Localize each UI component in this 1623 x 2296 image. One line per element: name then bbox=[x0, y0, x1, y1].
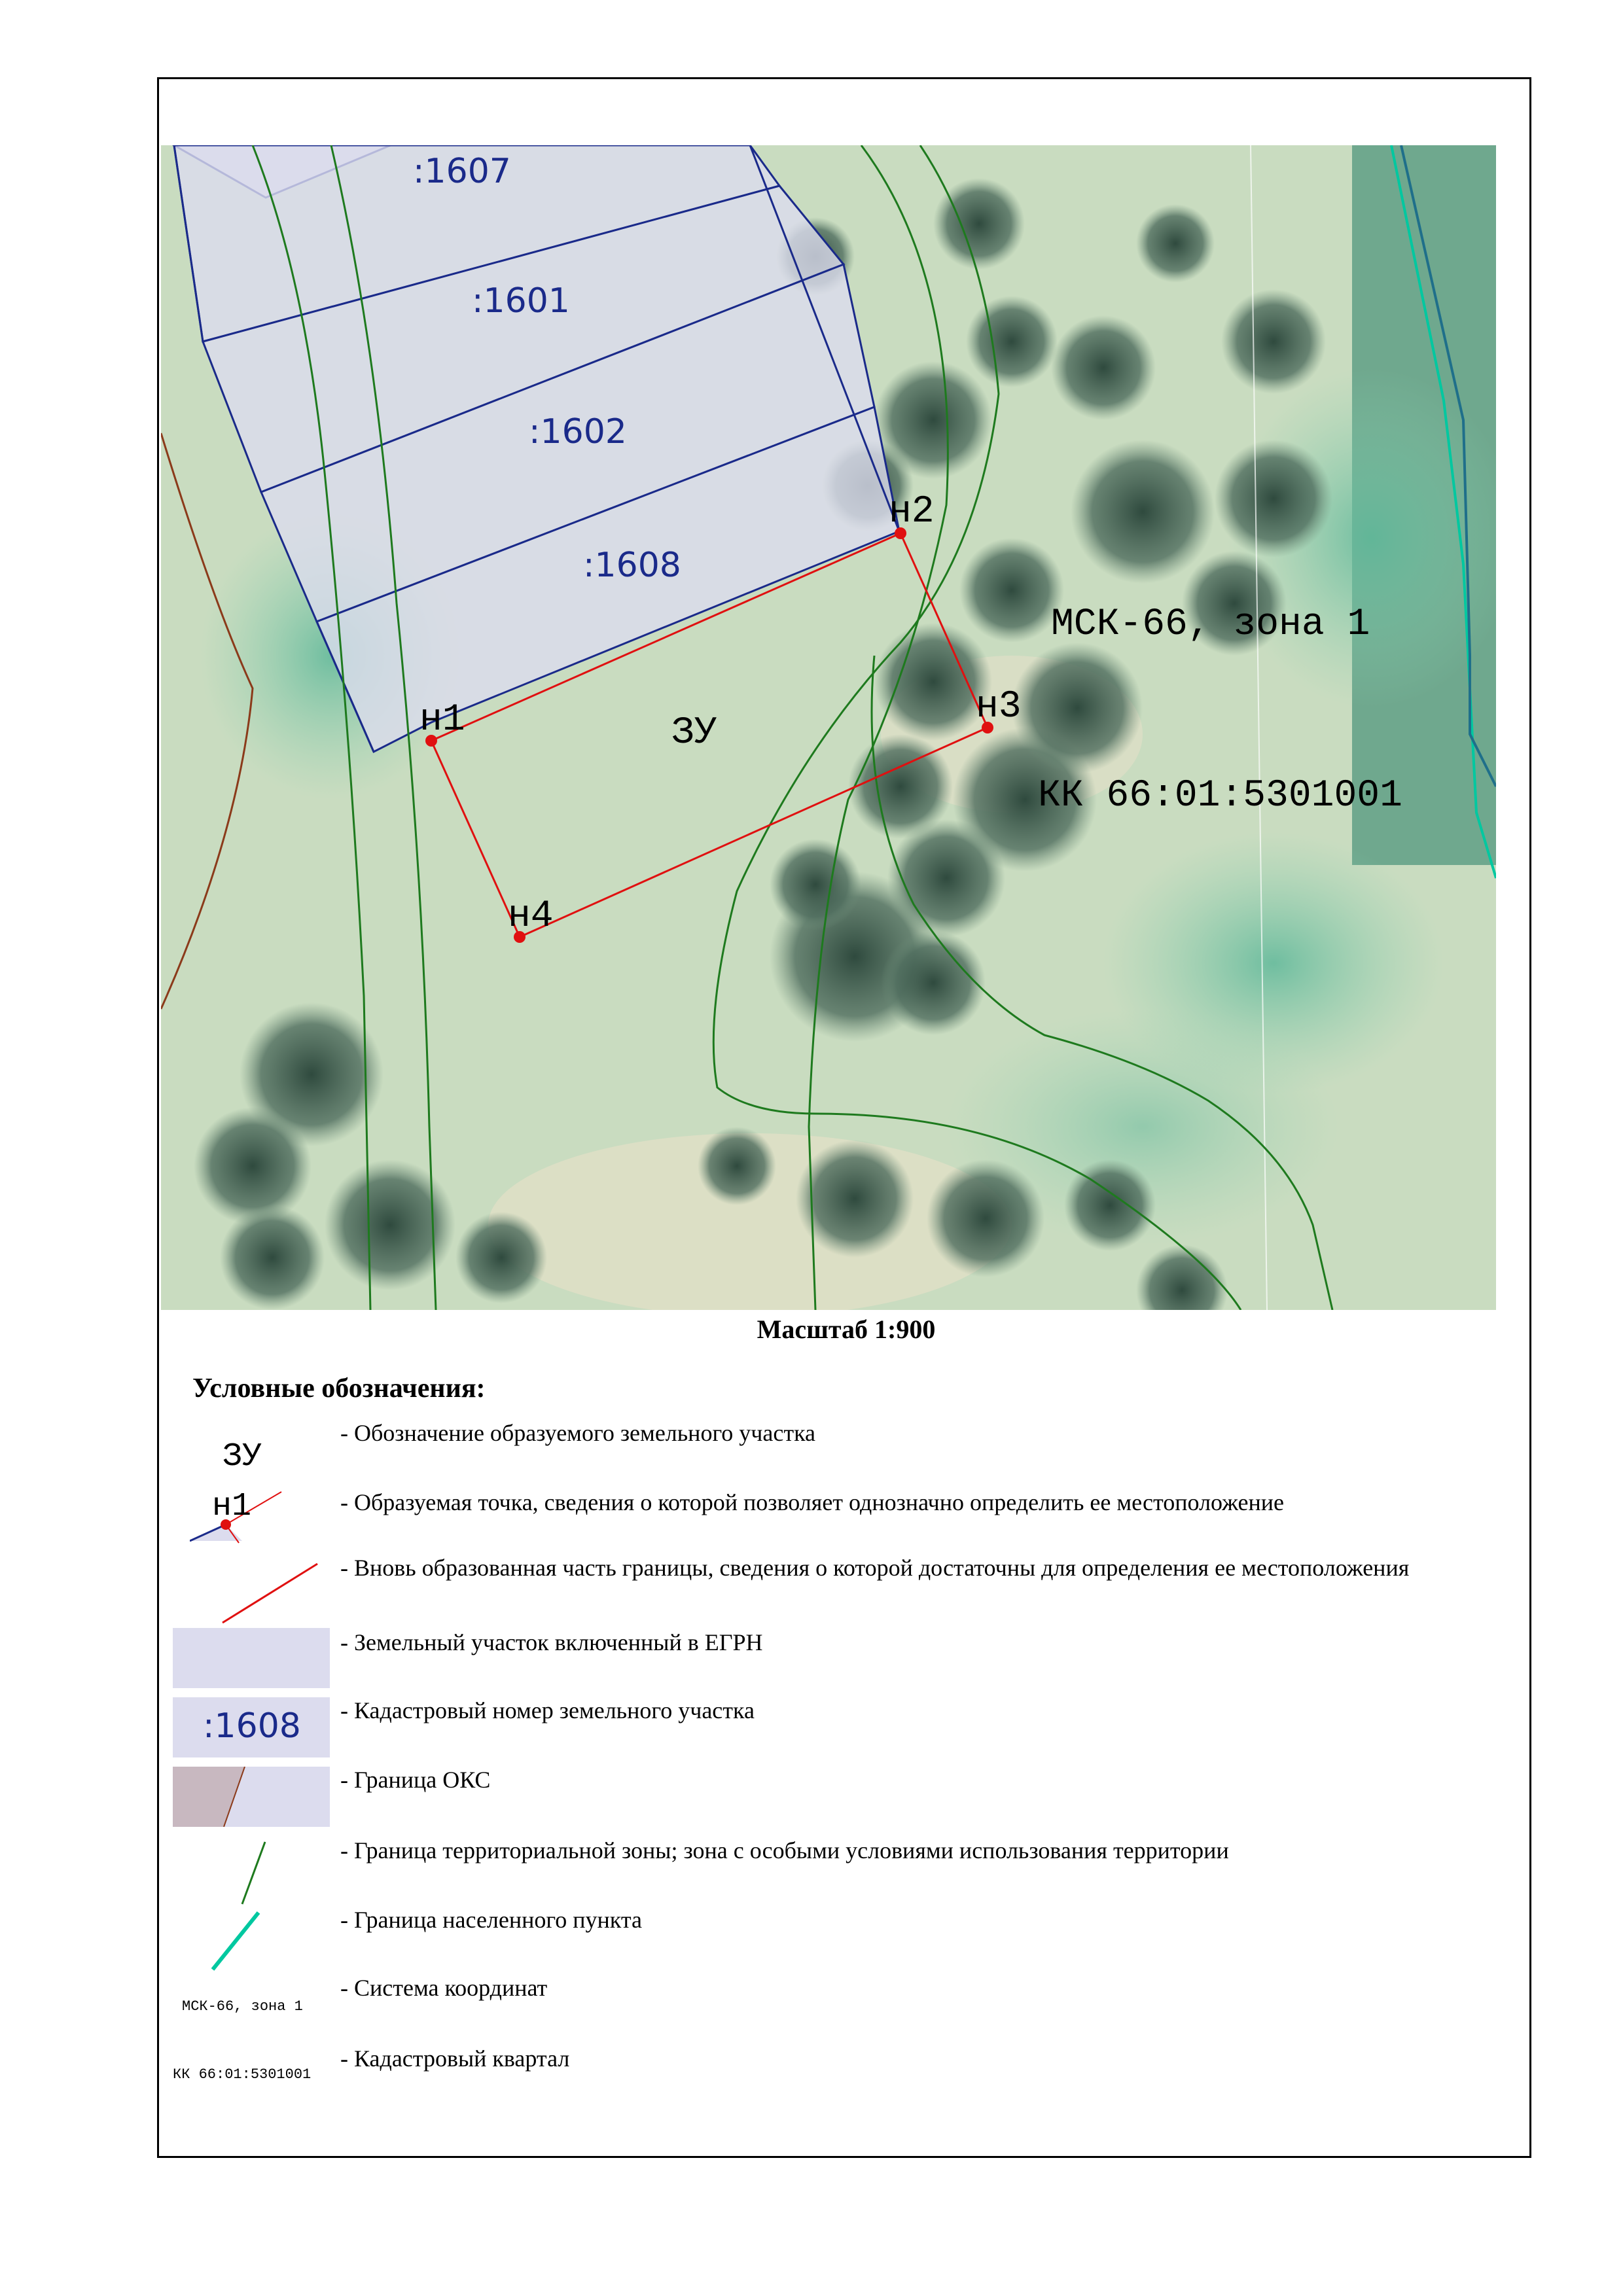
zu-label: ЗУ bbox=[671, 712, 717, 754]
legend-symbol-zu: ЗУ bbox=[223, 1438, 262, 1475]
legend-text-zu: - Обозначение образуемого земельного участка bbox=[340, 1420, 816, 1446]
legend-symbol-new-boundary bbox=[216, 1557, 334, 1629]
legend-symbol-cadastral-quarter: КК 66:01:5301001 bbox=[173, 2066, 312, 2083]
legend-symbol-egrn-parcel bbox=[173, 1628, 330, 1688]
legend-symbol-oks bbox=[173, 1767, 330, 1827]
parcel-label-1607: :1607 bbox=[413, 152, 511, 191]
parcel-label-1601: :1601 bbox=[472, 281, 570, 321]
legend-text-egrn-parcel: - Земельный участок включенный в ЕГРН bbox=[340, 1629, 763, 1655]
point-label-n1: н1 bbox=[419, 699, 465, 741]
parcel-label-1602: :1602 bbox=[529, 412, 627, 451]
legend-symbol-settlement bbox=[196, 1909, 275, 1975]
legend-symbol-coordinate-system: МСК-66, зона 1 bbox=[182, 1998, 303, 2015]
legend-text-coordinate-system: - Система координат bbox=[340, 1975, 548, 2001]
cadastral-quarter-label: КК 66:01:5301001 bbox=[1038, 775, 1402, 817]
point-label-n2: н2 bbox=[889, 491, 935, 533]
point-label-n3: н3 bbox=[976, 686, 1022, 728]
legend-symbol-cadastral-number bbox=[173, 1697, 330, 1757]
legend-text-point: - Образуемая точка, сведения о которой позволяет однозначно определить ее местоположение bbox=[340, 1489, 1285, 1515]
legend-symbol-zone bbox=[229, 1839, 281, 1911]
point-label-n4: н4 bbox=[508, 895, 554, 938]
coordinate-system-label: МСК-66, зона 1 bbox=[1051, 603, 1370, 646]
legend-text-cadastral-quarter: - Кадастровый квартал bbox=[340, 2045, 570, 2072]
parcel-label-1608: :1608 bbox=[583, 546, 681, 585]
legend-text-zone: - Граница территориальной зоны; зона с особыми условиями использования территории bbox=[340, 1837, 1229, 1863]
legend-symbol-point-label: н1 bbox=[212, 1488, 252, 1525]
legend-title: Условные обозначения: bbox=[192, 1373, 486, 1404]
map-view[interactable] bbox=[161, 145, 1496, 1310]
legend-text-settlement: - Граница населенного пункта bbox=[340, 1907, 642, 1933]
map-scale: Масштаб 1:900 bbox=[757, 1315, 936, 1344]
legend-text-cadastral-number: - Кадастровый номер земельного участка bbox=[340, 1697, 755, 1723]
legend-text-oks: - Граница ОКС bbox=[340, 1767, 491, 1793]
legend-text-new-boundary: - Вновь образованная часть границы, сведения о которой достаточны для определения ее местоположения bbox=[340, 1555, 1410, 1581]
map-canvas bbox=[161, 145, 1496, 1310]
legend-symbol-cadastral-number-text: :1608 bbox=[203, 1706, 301, 1746]
